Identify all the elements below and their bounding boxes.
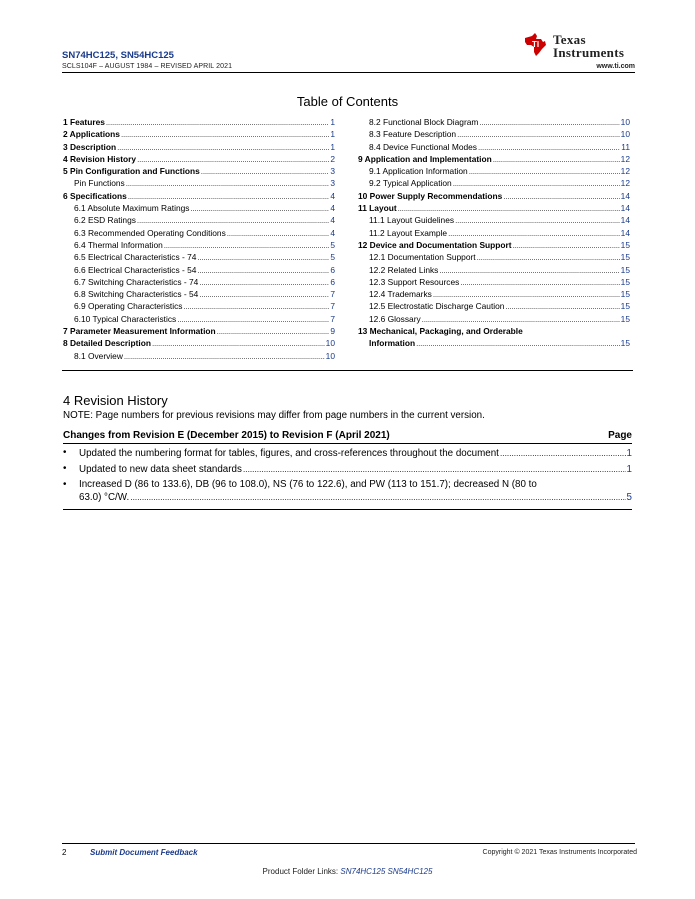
- toc-entry[interactable]: [358, 265, 630, 277]
- toc-entry-page[interactable]: 14: [620, 190, 630, 201]
- toc-entry-page[interactable]: 1: [330, 117, 335, 127]
- toc-entry-page[interactable]: 1: [330, 141, 335, 152]
- toc-entry-page[interactable]: 14: [620, 215, 630, 226]
- toc-entry-text: 8.2 Functional Block Diagram: [369, 117, 479, 127]
- toc-entry[interactable]: [358, 301, 630, 313]
- footer-divider: [62, 843, 635, 844]
- toc-entry[interactable]: [358, 277, 630, 289]
- toc-entry-text: 6.3 Recommended Operating Conditions: [74, 227, 226, 238]
- toc-entry-page[interactable]: 9: [330, 326, 335, 337]
- toc-dot-leader: [197, 266, 329, 275]
- ti-logo-text: [553, 34, 624, 60]
- toc-entry-text: 12.1 Documentation Support: [369, 252, 476, 263]
- toc-divider: [62, 370, 633, 371]
- toc-entry-text: Pin Functions: [74, 178, 125, 189]
- change-line: [79, 491, 632, 505]
- toc-entry-text: 6.5 Electrical Characteristics - 74: [74, 252, 197, 263]
- change-line: [79, 479, 632, 492]
- svg-text:TI: TI: [532, 40, 540, 49]
- toc-entry[interactable]: [63, 129, 335, 141]
- product-links-label: Product Folder Links:: [262, 867, 339, 876]
- change-line: [79, 463, 632, 477]
- change-item: [63, 479, 632, 505]
- toc-dot-leader: [121, 130, 329, 139]
- toc-entry-page[interactable]: 4: [330, 215, 335, 226]
- toc-entry[interactable]: [358, 289, 630, 301]
- toc-entry[interactable]: [358, 314, 630, 326]
- logo-line-1: Texas: [553, 32, 586, 47]
- toc-dot-leader: [457, 130, 620, 139]
- toc-entry-text: 12.6 Glossary: [369, 313, 421, 324]
- logo-line-2: Instruments: [553, 45, 625, 60]
- revision-history-title: 4 Revision History: [63, 393, 168, 408]
- toc-dot-leader: [227, 229, 330, 238]
- toc-entry-text: 12.2 Related Links: [369, 264, 439, 275]
- toc-dot-leader: [137, 155, 329, 164]
- toc-entry-text: 8 Detailed Description: [63, 338, 151, 349]
- toc-entry[interactable]: [63, 326, 335, 338]
- change-page-link[interactable]: 5: [626, 492, 632, 503]
- toc-entry-text: 11.1 Layout Guidelines: [369, 215, 455, 226]
- product-link-sn54hc125[interactable]: SN54HC125: [387, 867, 433, 876]
- toc-dot-leader: [183, 302, 329, 311]
- toc-entry-text: 1 Features: [63, 117, 105, 127]
- header-doc-info: SCLS104F – AUGUST 1984 – REVISED APRIL 2021: [62, 63, 233, 70]
- bullet-icon: •: [63, 446, 67, 458]
- toc-entry-text: 6.7 Switching Characteristics - 74: [74, 276, 199, 287]
- toc-entry-page[interactable]: 15: [620, 264, 630, 275]
- toc-entry[interactable]: [358, 178, 630, 190]
- toc-entry-page[interactable]: 12: [620, 166, 630, 177]
- toc-dot-leader: [505, 302, 619, 311]
- footer-page-number: 2: [62, 848, 67, 857]
- bullet-icon: •: [63, 462, 67, 474]
- toc-entry-text: 6.4 Thermal Information: [74, 239, 163, 250]
- toc-entry-page[interactable]: 7: [330, 301, 335, 312]
- toc-entry[interactable]: [63, 277, 335, 289]
- toc-entry[interactable]: [358, 142, 630, 154]
- toc-dot-leader: [164, 241, 330, 250]
- change-text: Updated to new data sheet standards: [79, 463, 242, 475]
- toc-dot-leader: [217, 327, 330, 336]
- toc-dot-leader: [439, 266, 619, 275]
- toc-entry[interactable]: [63, 338, 335, 350]
- toc-entry-text: 8.1 Overview: [74, 350, 123, 361]
- submit-feedback-link[interactable]: Submit Document Feedback: [90, 848, 198, 857]
- product-folder-links: [0, 867, 695, 876]
- toc-dot-leader: [469, 167, 620, 176]
- toc-entry[interactable]: [63, 228, 335, 240]
- toc-dot-leader: [117, 143, 329, 152]
- toc-entry-text: 5 Pin Configuration and Functions: [63, 166, 200, 177]
- toc-entry-page[interactable]: 10: [325, 338, 335, 349]
- toc-entry-text: 3 Description: [63, 141, 117, 152]
- toc-dot-leader: [201, 167, 330, 176]
- toc-entry[interactable]: [358, 326, 630, 338]
- toc-entry[interactable]: [63, 240, 335, 252]
- toc-entry[interactable]: [358, 166, 630, 178]
- toc-entry[interactable]: [63, 203, 335, 215]
- toc-entry[interactable]: [358, 215, 630, 227]
- toc-entry-text: 12.4 Trademarks: [369, 289, 432, 300]
- toc-entry-page[interactable]: 14: [620, 227, 630, 238]
- toc-entry[interactable]: [63, 117, 335, 129]
- toc-entry-page[interactable]: 15: [620, 313, 630, 324]
- change-text: Increased D (86 to 133.6), DB (96 to 108.0), NS (76 to 122.6), and PW (113 to 151.7); decreased N (80 to: [79, 478, 537, 490]
- toc-right-column: [358, 117, 630, 351]
- toc-entry-page[interactable]: 3: [330, 178, 335, 189]
- ti-logo: [523, 33, 638, 59]
- toc-entry[interactable]: [358, 338, 630, 350]
- revision-history-note: NOTE: Page numbers for previous revisions may differ from page numbers in the current version.: [63, 410, 485, 421]
- toc-dot-leader: [433, 290, 620, 299]
- toc-entry-text: 6 Specifications: [63, 190, 127, 201]
- toc-entry[interactable]: [358, 154, 630, 166]
- toc-entry-text: 9 Application and Implementation: [358, 153, 492, 164]
- header-part-numbers: SN74HC125, SN54HC125: [62, 50, 174, 61]
- change-page-link[interactable]: 1: [626, 463, 632, 475]
- toc-entry-page[interactable]: 15: [620, 252, 630, 263]
- toc-entry-page[interactable]: 6: [330, 276, 335, 287]
- toc-entry[interactable]: [358, 117, 630, 129]
- toc-entry-text: 7 Parameter Measurement Information: [63, 326, 216, 337]
- toc-entry-text: 6.10 Typical Characteristics: [74, 313, 177, 324]
- change-item: [63, 463, 632, 477]
- toc-dot-leader: [152, 339, 325, 348]
- toc-dot-leader: [190, 204, 329, 213]
- change-text: 63.0) °C/W.: [79, 492, 130, 503]
- toc-entry[interactable]: [63, 191, 335, 203]
- toc-entry-text: 10 Power Supply Recommendations: [358, 190, 503, 201]
- toc-entry-text: 12.3 Support Resources: [369, 276, 460, 287]
- change-line: [79, 447, 632, 461]
- toc-entry-page[interactable]: 11: [621, 141, 630, 152]
- toc-entry-text: 8.3 Feature Description: [369, 129, 457, 140]
- toc-entry[interactable]: [358, 228, 630, 240]
- toc-dot-leader: [416, 339, 620, 348]
- changes-heading: Changes from Revision E (December 2015) to Revision F (April 2021): [63, 430, 390, 441]
- toc-entry-text: 4 Revision History: [63, 153, 137, 164]
- toc-entry-page[interactable]: 15: [620, 276, 630, 287]
- toc-dot-leader: [503, 192, 619, 201]
- toc-entry-text: 13 Mechanical, Packaging, and Orderable: [358, 326, 523, 337]
- header-url[interactable]: www.ti.com: [596, 63, 635, 70]
- change-dot-leader: [500, 447, 626, 460]
- toc-entry-page[interactable]: 15: [620, 301, 630, 312]
- product-link-sn74hc125[interactable]: SN74HC125: [340, 867, 386, 876]
- toc-entry-page[interactable]: 4: [330, 227, 335, 238]
- toc-dot-leader: [460, 278, 619, 287]
- toc-entry-page[interactable]: 10: [325, 350, 335, 361]
- toc-dot-leader: [422, 315, 620, 324]
- toc-entry-page[interactable]: 2: [330, 153, 335, 164]
- toc-entry-page[interactable]: 5: [330, 252, 335, 263]
- toc-dot-leader: [448, 229, 620, 238]
- toc-dot-leader: [478, 143, 620, 152]
- toc-dot-leader: [199, 278, 329, 287]
- toc-entry[interactable]: [358, 240, 630, 252]
- footer-copyright: Copyright © 2021 Texas Instruments Incorporated: [482, 849, 637, 856]
- toc-entry-page[interactable]: 4: [330, 190, 335, 201]
- toc-entry[interactable]: [63, 142, 335, 154]
- change-dot-leader: [130, 491, 625, 504]
- toc-entry[interactable]: [63, 289, 335, 301]
- toc-entry[interactable]: [63, 252, 335, 264]
- toc-entry[interactable]: [63, 314, 335, 326]
- toc-dot-leader: [106, 118, 329, 127]
- toc-entry-text: 9.2 Typical Application: [369, 178, 452, 189]
- toc-entry[interactable]: [358, 252, 630, 264]
- toc-entry-page[interactable]: 7: [330, 313, 335, 324]
- toc-dot-leader: [398, 204, 620, 213]
- toc-entry-page[interactable]: 15: [620, 239, 630, 250]
- toc-entry-text: 12 Device and Documentation Support: [358, 239, 512, 250]
- toc-entry[interactable]: [63, 301, 335, 313]
- bullet-icon: •: [63, 478, 67, 490]
- toc-entry[interactable]: [63, 351, 335, 363]
- toc-entry-page[interactable]: 12: [620, 153, 630, 164]
- toc-entry-text: 11 Layout: [358, 203, 397, 214]
- toc-entry-page[interactable]: 14: [620, 203, 630, 214]
- changes-page-heading: Page: [608, 430, 632, 441]
- toc-dot-leader: [455, 216, 620, 225]
- toc-entry-text: 9.1 Application Information: [369, 166, 468, 177]
- header-divider: [62, 72, 635, 73]
- toc-entry-text: 6.9 Operating Characteristics: [74, 301, 183, 312]
- changes-list: [63, 447, 632, 505]
- toc-entry-page[interactable]: 3: [330, 166, 335, 177]
- toc-entry[interactable]: [63, 265, 335, 277]
- toc-entry-page[interactable]: 12: [620, 178, 630, 189]
- toc-entry-text: 12.5 Electrostatic Discharge Caution: [369, 301, 505, 312]
- toc-dot-leader: [513, 241, 620, 250]
- toc-entry[interactable]: [358, 129, 630, 141]
- ti-logo-icon: [523, 33, 549, 57]
- toc-entry[interactable]: [63, 166, 335, 178]
- toc-entry-page[interactable]: 5: [330, 239, 335, 250]
- toc-entry-text: 6.1 Absolute Maximum Ratings: [74, 203, 190, 214]
- toc-entry[interactable]: [63, 178, 335, 190]
- changes-table: [63, 430, 632, 505]
- toc-dot-leader: [493, 155, 620, 164]
- toc-entry-text: 8.4 Device Functional Modes: [369, 141, 477, 152]
- toc-entry-text: 6.2 ESD Ratings: [74, 215, 136, 226]
- toc-dot-leader: [128, 192, 330, 201]
- toc-entry[interactable]: [358, 203, 630, 215]
- toc-entry-page[interactable]: 10: [620, 117, 630, 127]
- toc-entry-text: 6.8 Switching Characteristics - 54: [74, 289, 199, 300]
- toc-entry[interactable]: [358, 191, 630, 203]
- toc-entry-page[interactable]: 4: [330, 203, 335, 214]
- toc-entry-page[interactable]: 6: [330, 264, 335, 275]
- toc-dot-leader: [124, 352, 325, 361]
- toc-dot-leader: [197, 253, 329, 262]
- change-item: [63, 447, 632, 461]
- toc-dot-leader: [477, 253, 620, 262]
- toc-entry-page[interactable]: 15: [620, 338, 630, 349]
- toc-entry[interactable]: [63, 154, 335, 166]
- toc-title: Table of Contents: [296, 94, 399, 109]
- toc-entry-text: 2 Applications: [63, 129, 120, 140]
- toc-dot-leader: [199, 290, 329, 299]
- toc-entry-page[interactable]: 15: [620, 289, 630, 300]
- change-page-link[interactable]: 1: [626, 447, 632, 459]
- changes-header: [63, 430, 632, 444]
- change-dot-leader: [243, 463, 626, 476]
- toc-entry-page[interactable]: 1: [330, 129, 335, 140]
- toc-entry-page[interactable]: 7: [330, 289, 335, 300]
- toc-entry-text: 6.6 Electrical Characteristics - 54: [74, 264, 197, 275]
- toc-entry-text: 11.2 Layout Example: [369, 227, 448, 238]
- toc-entry-text: Information: [369, 338, 416, 349]
- toc-entry[interactable]: [63, 215, 335, 227]
- toc-dot-leader: [479, 118, 619, 127]
- toc-dot-leader: [177, 315, 329, 324]
- toc-dot-leader: [453, 179, 620, 188]
- change-text: Updated the numbering format for tables, figures, and cross-references throughout the document: [79, 447, 499, 459]
- toc-entry-page[interactable]: 10: [620, 129, 630, 140]
- toc-dot-leader: [126, 179, 330, 188]
- toc-left-column: [63, 117, 335, 363]
- toc-dot-leader: [137, 216, 329, 225]
- changes-divider: [63, 509, 632, 510]
